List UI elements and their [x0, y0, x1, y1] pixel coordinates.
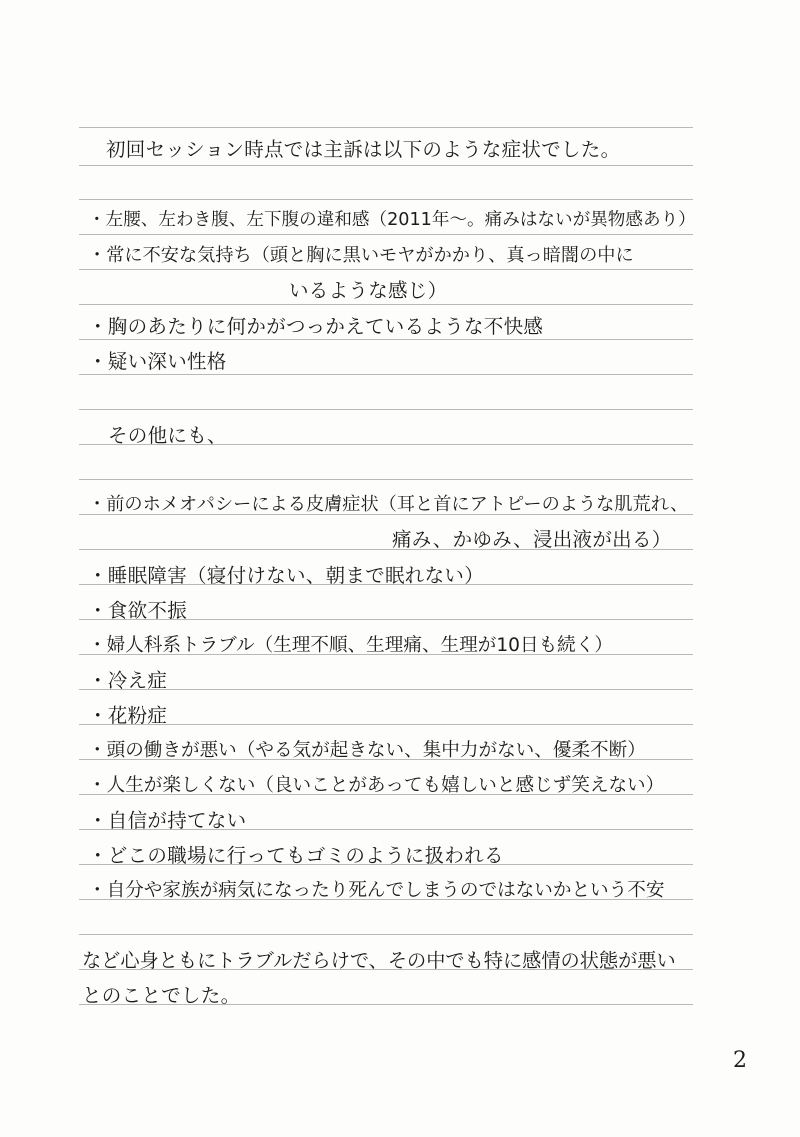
symptom-line: ・食欲不振 [88, 599, 188, 622]
symptom-line: ・自信が持てない [88, 809, 247, 832]
conclusion-line: とのことでした。 [82, 984, 241, 1007]
ruled-line [79, 689, 693, 690]
other-heading: その他にも、 [108, 424, 227, 447]
conclusion-line: など心身ともにトラブルだらけで、その中でも特に感情の状態が悪い [82, 949, 676, 972]
ruled-line [79, 127, 693, 128]
ruled-line [79, 479, 693, 480]
ruled-line [79, 234, 693, 235]
ruled-line [79, 304, 693, 305]
ruled-line [79, 165, 693, 166]
ruled-line [79, 199, 693, 200]
symptom-line: ・睡眠障害（寝付けない、朝まで眠れない） [88, 564, 485, 587]
symptom-line: ・婦人科系トラブル（生理不順、生理痛、生理が10日も続く） [88, 635, 613, 656]
symptom-line: ・胸のあたりに何かがつっかえているような不快感 [88, 315, 544, 338]
symptom-line: ・自分や家族が病気になったり死んでしまうのではないかという不安 [88, 880, 665, 901]
symptom-line: ・冷え症 [88, 669, 168, 692]
symptom-line-continued: 痛み、かゆみ、浸出液が出る） [392, 528, 672, 551]
symptom-line: ・左腰、左わき腹、左下腹の違和感（2011年〜。痛みはないが異物感あり） [88, 210, 696, 230]
symptom-line-continued: いるような感じ） [289, 279, 448, 302]
symptom-line: ・前のホメオパシーによる皮膚症状（耳と首にアトピーのような肌荒れ、 [88, 494, 689, 515]
symptom-line: ・常に不安な気持ち（頭と胸に黒いモヤがかかり、真っ暗闇の中に [88, 245, 634, 266]
intro-line: 初回セッション時点では主訴は以下のような症状でした。 [106, 138, 621, 161]
ruled-line [79, 724, 693, 725]
ruled-line [79, 409, 693, 410]
symptom-line: ・花粉症 [88, 704, 168, 727]
page-number: 2 [733, 1048, 747, 1073]
symptom-line: ・人生が楽しくない（良いことがあっても嬉しいと感じず笑えない） [88, 775, 665, 796]
ruled-line [79, 269, 693, 270]
symptom-line: ・頭の働きが悪い（やる気が起きない、集中力がない、優柔不断） [88, 740, 646, 761]
symptom-line: ・どこの職場に行ってもゴミのように扱われる [88, 844, 504, 867]
ruled-line [79, 934, 693, 935]
symptom-line: ・疑い深い性格 [88, 350, 227, 373]
